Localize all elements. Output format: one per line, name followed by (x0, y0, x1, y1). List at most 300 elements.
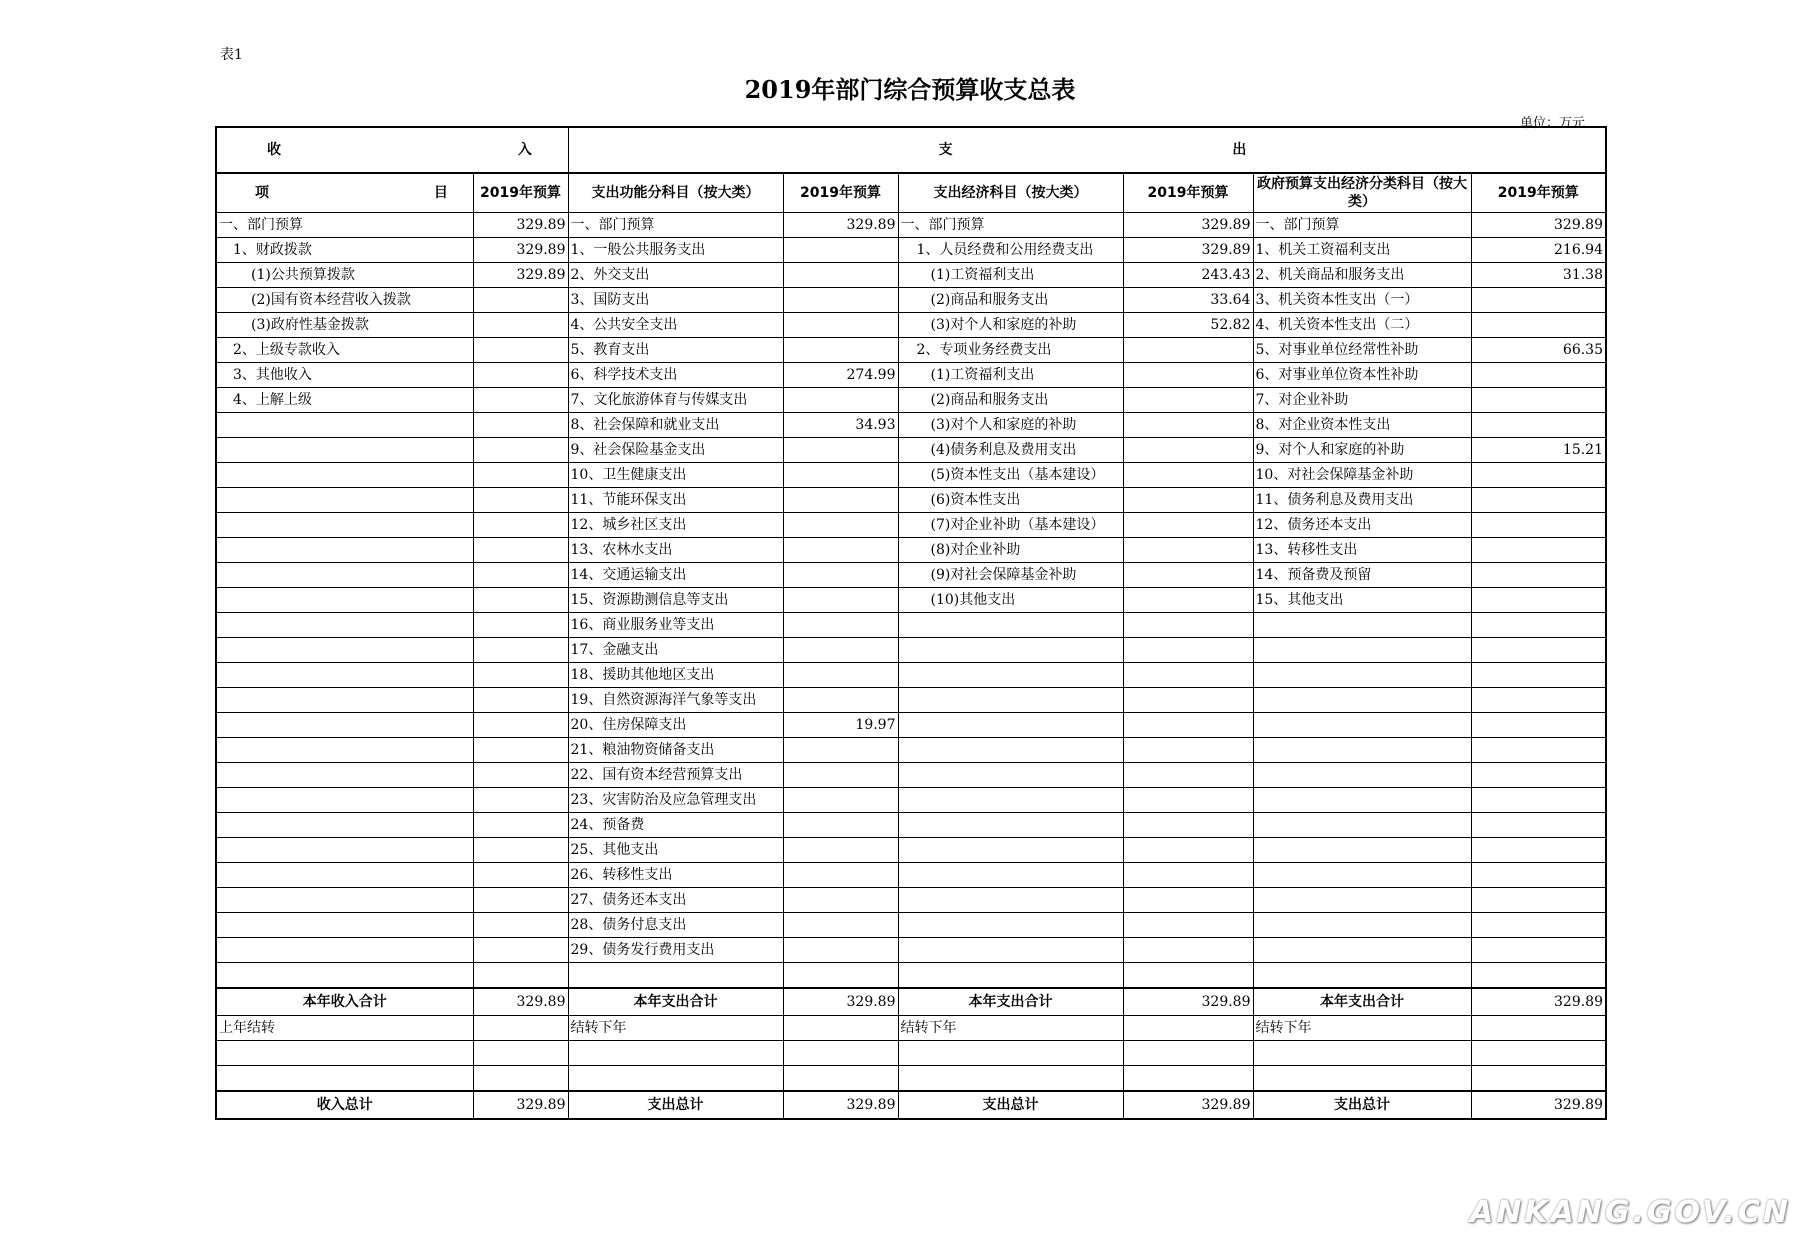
expense-group-right: 出 (1232, 142, 1247, 158)
func-item-cell: 17、金融支出 (568, 638, 783, 663)
func-annual-total-row-value: 329.89 (783, 988, 898, 1016)
income-group-right: 入 (517, 142, 532, 158)
table-row (216, 663, 1606, 688)
gov-annual-total-row-label: 本年支出合计 (1253, 988, 1471, 1016)
budget-summary-table (215, 126, 1607, 1120)
func-value-cell (783, 888, 898, 913)
gov-item-cell: 13、转移性支出 (1253, 538, 1471, 563)
income-item-cell (216, 738, 473, 763)
gov-value-cell: 15.21 (1471, 438, 1606, 463)
func-item-cell: 28、债务付息支出 (568, 913, 783, 938)
func-value-cell (783, 838, 898, 863)
func-value-cell (783, 488, 898, 513)
blank-cell (1253, 1041, 1471, 1066)
table-row (216, 513, 1606, 538)
func-item-cell: 4、公共安全支出 (568, 313, 783, 338)
func-item-cell: 23、灾害防治及应急管理支出 (568, 788, 783, 813)
econ-value-cell (1123, 513, 1253, 538)
gov-value-cell (1471, 363, 1606, 388)
func-item-cell: 一、部门预算 (568, 213, 783, 238)
econ-value-cell (1123, 488, 1253, 513)
income-carryover-row-value (473, 1016, 568, 1041)
blank-cell (1123, 1066, 1253, 1092)
econ-item-cell (898, 838, 1123, 863)
income-annual-total-row-label: 本年收入合计 (216, 988, 473, 1016)
gov-item-cell (1253, 763, 1471, 788)
func-value-cell (783, 588, 898, 613)
gov-value-cell (1471, 913, 1606, 938)
income-item-cell (216, 688, 473, 713)
econ-item-cell: (9)对社会保障基金补助 (898, 563, 1123, 588)
econ-item-cell: (10)其他支出 (898, 588, 1123, 613)
income-item-right: 目 (433, 185, 448, 201)
func-value-cell (783, 263, 898, 288)
econ-item-cell (898, 788, 1123, 813)
gov-item-cell: 6、对事业单位资本性补助 (1253, 363, 1471, 388)
func-item-cell: 16、商业服务业等支出 (568, 613, 783, 638)
func-value-cell (783, 563, 898, 588)
income-item-cell (216, 613, 473, 638)
econ-item-cell: (1)工资福利支出 (898, 363, 1123, 388)
table-row (216, 563, 1606, 588)
table-row (216, 913, 1606, 938)
income-value-cell (473, 313, 568, 338)
econ-item-cell (898, 663, 1123, 688)
econ-item-cell (898, 688, 1123, 713)
income-item-cell (216, 788, 473, 813)
table-row (216, 213, 1606, 238)
gov-item-cell: 12、债务还本支出 (1253, 513, 1471, 538)
func-item-cell: 19、自然资源海洋气象等支出 (568, 688, 783, 713)
gov-value-cell (1471, 688, 1606, 713)
gov-item-cell: 14、预备费及预留 (1253, 563, 1471, 588)
econ-item-cell: (8)对企业补助 (898, 538, 1123, 563)
income-value-cell (473, 363, 568, 388)
income-item-cell (216, 763, 473, 788)
func-grand-total-row-value: 329.89 (783, 1091, 898, 1119)
econ-value-cell: 52.82 (1123, 313, 1253, 338)
func-carryover-row-value (783, 1016, 898, 1041)
table-row (216, 588, 1606, 613)
func-carryover-row-label: 结转下年 (568, 1016, 783, 1041)
group-header-row (216, 127, 1606, 173)
blank-row (216, 1041, 1606, 1066)
func-grand-total-row-label: 支出总计 (568, 1091, 783, 1119)
income-item-cell: 1、财政拨款 (216, 238, 473, 263)
gov-item-cell: 7、对企业补助 (1253, 388, 1471, 413)
gov-value-cell: 66.35 (1471, 338, 1606, 363)
income-item-cell: 一、部门预算 (216, 213, 473, 238)
blank-cell (1123, 963, 1253, 989)
gov-value-cell (1471, 413, 1606, 438)
econ-item-cell: (3)对个人和家庭的补助 (898, 313, 1123, 338)
table-row (216, 338, 1606, 363)
econ-grand-total-row-value: 329.89 (1123, 1091, 1253, 1119)
income-value-cell (473, 488, 568, 513)
gov-value-cell: 216.94 (1471, 238, 1606, 263)
income-item-cell: 3、其他收入 (216, 363, 473, 388)
econ-item-cell (898, 938, 1123, 963)
gov-item-cell (1253, 713, 1471, 738)
gov-item-cell: 3、机关资本性支出（一） (1253, 288, 1471, 313)
gov-item-cell (1253, 738, 1471, 763)
blank-cell (898, 963, 1123, 989)
func-item-cell: 18、援助其他地区支出 (568, 663, 783, 688)
gov-value-cell (1471, 513, 1606, 538)
func-item-cell: 21、粮油物资储备支出 (568, 738, 783, 763)
income-value-cell (473, 888, 568, 913)
econ-value-cell (1123, 888, 1253, 913)
econ-value-cell (1123, 713, 1253, 738)
gov-budget-header: 2019年预算 (1471, 173, 1606, 213)
income-value-cell (473, 563, 568, 588)
income-grand-total-row-label: 收入总计 (216, 1091, 473, 1119)
expense-group-left: 支 (938, 142, 953, 158)
func-item-cell: 7、文化旅游体育与传媒支出 (568, 388, 783, 413)
func-value-cell (783, 813, 898, 838)
column-header-row (216, 173, 1606, 213)
gov-item-cell: 8、对企业资本性支出 (1253, 413, 1471, 438)
func-value-cell: 329.89 (783, 213, 898, 238)
econ-budget-header: 2019年预算 (1123, 173, 1253, 213)
income-grand-total-row-value: 329.89 (473, 1091, 568, 1119)
econ-value-cell (1123, 338, 1253, 363)
blank-cell (473, 1066, 568, 1092)
gov-value-cell (1471, 663, 1606, 688)
income-value-cell (473, 838, 568, 863)
econ-value-cell: 329.89 (1123, 213, 1253, 238)
table-row (216, 363, 1606, 388)
econ-item-cell: (1)工资福利支出 (898, 263, 1123, 288)
page-title: 2019年部门综合预算收支总表 (744, 75, 1076, 104)
func-item-cell: 26、转移性支出 (568, 863, 783, 888)
econ-value-cell (1123, 363, 1253, 388)
blank-cell (216, 1041, 473, 1066)
func-value-cell (783, 313, 898, 338)
blank-cell (473, 1041, 568, 1066)
income-group-left: 收 (267, 142, 281, 158)
econ-value-cell (1123, 938, 1253, 963)
income-value-cell (473, 588, 568, 613)
econ-item-cell (898, 913, 1123, 938)
func-value-cell (783, 288, 898, 313)
gov-value-cell (1471, 463, 1606, 488)
func-item-cell: 2、外交支出 (568, 263, 783, 288)
econ-item-cell: (5)资本性支出（基本建设） (898, 463, 1123, 488)
income-value-cell (473, 538, 568, 563)
table-row (216, 688, 1606, 713)
func-item-cell: 20、住房保障支出 (568, 713, 783, 738)
econ-value-cell: 243.43 (1123, 263, 1253, 288)
blank-cell (216, 1066, 473, 1092)
econ-value-cell (1123, 613, 1253, 638)
func-value-cell (783, 388, 898, 413)
table-row (216, 438, 1606, 463)
econ-value-cell (1123, 463, 1253, 488)
econ-item-cell (898, 763, 1123, 788)
econ-value-cell (1123, 763, 1253, 788)
table-row (216, 638, 1606, 663)
econ-item-cell (898, 713, 1123, 738)
gov-value-cell: 31.38 (1471, 263, 1606, 288)
func-item-cell: 5、教育支出 (568, 338, 783, 363)
site-watermark: ANKANG.GOV.CN (1470, 1195, 1792, 1230)
econ-value-cell (1123, 563, 1253, 588)
blank-cell (1253, 963, 1471, 989)
blank-cell (783, 1041, 898, 1066)
income-value-cell (473, 913, 568, 938)
income-value-cell (473, 513, 568, 538)
econ-item-cell (898, 638, 1123, 663)
econ-value-cell (1123, 913, 1253, 938)
econ-value-cell: 329.89 (1123, 238, 1253, 263)
econ-value-cell (1123, 838, 1253, 863)
func-item-cell: 27、债务还本支出 (568, 888, 783, 913)
income-value-cell (473, 863, 568, 888)
econ-value-cell (1123, 588, 1253, 613)
income-item-left: 项 (255, 185, 269, 201)
econ-value-cell (1123, 413, 1253, 438)
func-item-cell: 11、节能环保支出 (568, 488, 783, 513)
econ-item-cell (898, 888, 1123, 913)
gov-item-cell (1253, 788, 1471, 813)
gov-item-cell: 一、部门预算 (1253, 213, 1471, 238)
gov-item-cell: 9、对个人和家庭的补助 (1253, 438, 1471, 463)
blank-cell (568, 963, 783, 989)
blank-cell (216, 963, 473, 989)
blank-cell (783, 1066, 898, 1092)
econ-item-cell (898, 738, 1123, 763)
gov-item-cell (1253, 638, 1471, 663)
blank-cell (1471, 963, 1606, 989)
grand-total-row (216, 1091, 1606, 1119)
unit-label: 单位：万元 (1520, 116, 1586, 131)
income-item-cell: (1)公共预算拨款 (216, 263, 473, 288)
func-value-cell (783, 638, 898, 663)
gov-item-cell (1253, 838, 1471, 863)
econ-value-cell (1123, 688, 1253, 713)
blank-cell (783, 963, 898, 989)
income-item-cell (216, 513, 473, 538)
gov-item-cell (1253, 938, 1471, 963)
func-value-cell (783, 688, 898, 713)
gov-item-cell: 5、对事业单位经常性补助 (1253, 338, 1471, 363)
econ-item-cell: (3)对个人和家庭的补助 (898, 413, 1123, 438)
expense-group-header (568, 127, 1606, 173)
econ-annual-total-row-label: 本年支出合计 (898, 988, 1123, 1016)
econ-item-cell (898, 813, 1123, 838)
econ-grand-total-row-label: 支出总计 (898, 1091, 1123, 1119)
econ-value-cell (1123, 538, 1253, 563)
func-value-cell (783, 463, 898, 488)
carryover-row (216, 1016, 1606, 1041)
table-row (216, 838, 1606, 863)
income-value-cell: 329.89 (473, 213, 568, 238)
gov-item-cell (1253, 663, 1471, 688)
func-item-cell: 12、城乡社区支出 (568, 513, 783, 538)
func-item-cell: 8、社会保障和就业支出 (568, 413, 783, 438)
income-item-cell: 2、上级专款收入 (216, 338, 473, 363)
func-annual-total-row-label: 本年支出合计 (568, 988, 783, 1016)
func-value-cell (783, 538, 898, 563)
income-value-cell: 329.89 (473, 238, 568, 263)
econ-value-cell (1123, 738, 1253, 763)
gov-subject-header: 政府预算支出经济分类科目（按大类） (1253, 173, 1471, 213)
func-item-cell: 15、资源勘测信息等支出 (568, 588, 783, 613)
gov-value-cell (1471, 488, 1606, 513)
econ-item-cell: 1、人员经费和公用经费支出 (898, 238, 1123, 263)
econ-item-cell: (7)对企业补助（基本建设） (898, 513, 1123, 538)
econ-carryover-row-label: 结转下年 (898, 1016, 1123, 1041)
func-item-cell: 22、国有资本经营预算支出 (568, 763, 783, 788)
annual-total-row (216, 988, 1606, 1016)
income-item-cell: (3)政府性基金拨款 (216, 313, 473, 338)
gov-value-cell (1471, 288, 1606, 313)
blank-cell (898, 1066, 1123, 1092)
income-carryover-row-label: 上年结转 (216, 1016, 473, 1041)
econ-value-cell (1123, 863, 1253, 888)
income-value-cell (473, 388, 568, 413)
func-item-cell: 9、社会保险基金支出 (568, 438, 783, 463)
func-item-cell: 29、债务发行费用支出 (568, 938, 783, 963)
income-value-cell (473, 788, 568, 813)
table-row (216, 538, 1606, 563)
income-item-cell (216, 588, 473, 613)
gov-grand-total-row-label: 支出总计 (1253, 1091, 1471, 1119)
func-budget-header: 2019年预算 (783, 173, 898, 213)
gov-value-cell (1471, 313, 1606, 338)
gov-value-cell (1471, 538, 1606, 563)
gov-value-cell (1471, 388, 1606, 413)
econ-item-cell: 一、部门预算 (898, 213, 1123, 238)
func-value-cell (783, 863, 898, 888)
income-value-cell (473, 763, 568, 788)
table-row (216, 888, 1606, 913)
econ-value-cell (1123, 788, 1253, 813)
income-value-cell (473, 938, 568, 963)
func-item-cell: 6、科学技术支出 (568, 363, 783, 388)
gov-value-cell (1471, 938, 1606, 963)
func-item-cell: 10、卫生健康支出 (568, 463, 783, 488)
func-item-cell: 1、一般公共服务支出 (568, 238, 783, 263)
table-row (216, 813, 1606, 838)
table-row (216, 763, 1606, 788)
income-value-cell (473, 438, 568, 463)
income-budget-header: 2019年预算 (473, 173, 568, 213)
gov-value-cell (1471, 813, 1606, 838)
func-value-cell: 19.97 (783, 713, 898, 738)
income-value-cell (473, 288, 568, 313)
income-item-cell (216, 463, 473, 488)
econ-item-cell: (4)债务利息及费用支出 (898, 438, 1123, 463)
income-item-cell (216, 438, 473, 463)
table-row (216, 938, 1606, 963)
income-value-cell (473, 613, 568, 638)
econ-item-cell (898, 613, 1123, 638)
table-row (216, 738, 1606, 763)
gov-value-cell (1471, 738, 1606, 763)
gov-carryover-row-value (1471, 1016, 1606, 1041)
econ-carryover-row-value (1123, 1016, 1253, 1041)
func-value-cell: 274.99 (783, 363, 898, 388)
table-row (216, 613, 1606, 638)
func-value-cell (783, 913, 898, 938)
income-value-cell (473, 688, 568, 713)
blank-cell (568, 1066, 783, 1092)
blank-row (216, 963, 1606, 989)
gov-value-cell: 329.89 (1471, 213, 1606, 238)
income-item-cell (216, 863, 473, 888)
func-value-cell: 34.93 (783, 413, 898, 438)
gov-grand-total-row-value: 329.89 (1471, 1091, 1606, 1119)
econ-value-cell (1123, 388, 1253, 413)
table-row (216, 238, 1606, 263)
blank-row (216, 1066, 1606, 1092)
func-value-cell (783, 663, 898, 688)
gov-item-cell: 15、其他支出 (1253, 588, 1471, 613)
gov-item-cell (1253, 863, 1471, 888)
income-item-cell (216, 638, 473, 663)
gov-item-cell: 11、债务利息及费用支出 (1253, 488, 1471, 513)
func-value-cell (783, 738, 898, 763)
func-item-cell: 3、国防支出 (568, 288, 783, 313)
table-row (216, 388, 1606, 413)
blank-cell (898, 1041, 1123, 1066)
gov-carryover-row-label: 结转下年 (1253, 1016, 1471, 1041)
gov-value-cell (1471, 863, 1606, 888)
econ-item-cell: (6)资本性支出 (898, 488, 1123, 513)
income-item-cell (216, 488, 473, 513)
blank-cell (1123, 1041, 1253, 1066)
income-value-cell (473, 338, 568, 363)
gov-item-cell: 10、对社会保障基金补助 (1253, 463, 1471, 488)
income-item-header (216, 173, 473, 213)
income-item-cell (216, 938, 473, 963)
econ-subject-header: 支出经济科目（按大类） (898, 173, 1123, 213)
income-item-cell: (2)国有资本经营收入拨款 (216, 288, 473, 313)
econ-annual-total-row-value: 329.89 (1123, 988, 1253, 1016)
gov-value-cell (1471, 713, 1606, 738)
income-value-cell (473, 713, 568, 738)
table-row (216, 413, 1606, 438)
table-row (216, 463, 1606, 488)
econ-item-cell: 2、专项业务经费支出 (898, 338, 1123, 363)
gov-item-cell (1253, 613, 1471, 638)
gov-value-cell (1471, 763, 1606, 788)
table-row (216, 488, 1606, 513)
func-value-cell (783, 938, 898, 963)
blank-cell (568, 1041, 783, 1066)
income-annual-total-row-value: 329.89 (473, 988, 568, 1016)
econ-item-cell: (2)商品和服务支出 (898, 388, 1123, 413)
econ-value-cell (1123, 813, 1253, 838)
gov-item-cell (1253, 688, 1471, 713)
gov-value-cell (1471, 888, 1606, 913)
income-item-cell (216, 913, 473, 938)
econ-value-cell (1123, 638, 1253, 663)
func-value-cell (783, 613, 898, 638)
gov-value-cell (1471, 788, 1606, 813)
income-item-cell (216, 538, 473, 563)
gov-item-cell: 1、机关工资福利支出 (1253, 238, 1471, 263)
gov-item-cell (1253, 913, 1471, 938)
table-label: 表1 (220, 47, 243, 63)
econ-value-cell (1123, 663, 1253, 688)
income-item-cell (216, 813, 473, 838)
income-item-cell (216, 413, 473, 438)
gov-item-cell: 2、机关商品和服务支出 (1253, 263, 1471, 288)
func-value-cell (783, 238, 898, 263)
